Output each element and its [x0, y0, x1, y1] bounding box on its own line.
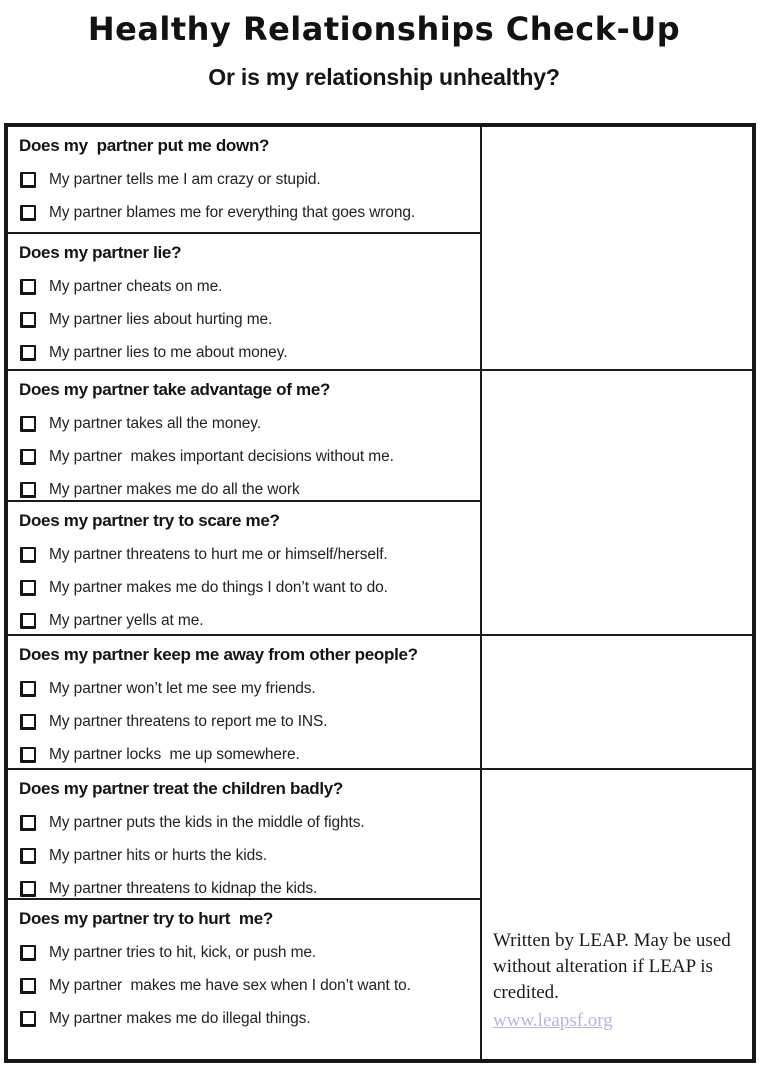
credit-link[interactable]: www.leapsf.org — [493, 1009, 613, 1031]
checklist-item-label: My partner threatens to hurt me or himself/herself. — [49, 545, 388, 563]
checkbox-icon[interactable] — [20, 1011, 36, 1027]
checklist-item-label: My partner puts the kids in the middle of fights. — [49, 813, 365, 831]
checklist-item-label: My partner yells at me. — [49, 611, 204, 629]
checkbox-icon[interactable] — [20, 881, 36, 897]
page-subtitle: Or is my relationship unhealthy? — [208, 64, 560, 90]
checklist-item — [8, 806, 480, 839]
checklist-item-label: My partner takes all the money. — [49, 414, 261, 432]
checkbox-icon[interactable] — [20, 681, 36, 697]
checklist-item-label: My partner makes me do illegal things. — [49, 1009, 311, 1027]
checklist-item — [8, 1002, 480, 1035]
checkbox-icon[interactable] — [20, 416, 36, 432]
section-question: Does my partner lie? — [19, 243, 182, 262]
checkbox-icon[interactable] — [20, 482, 36, 498]
checklist-item-label: My partner makes me do things I don’t want to do. — [49, 578, 388, 596]
checkbox-icon[interactable] — [20, 172, 36, 188]
checklist-item-label: My partner locks me up somewhere. — [49, 745, 300, 763]
checkbox-icon[interactable] — [20, 945, 36, 961]
checklist-item — [8, 604, 480, 636]
section-put-me-down — [8, 127, 482, 234]
answer-cell-2 — [482, 371, 752, 636]
checklist-item-label: My partner tries to hit, kick, or push me. — [49, 943, 317, 961]
checklist-item-label: My partner tells me I am crazy or stupid. — [49, 170, 321, 188]
section-hurt-me — [8, 900, 482, 1059]
checkbox-icon[interactable] — [20, 312, 36, 328]
section-question: Does my partner put me down? — [19, 136, 270, 155]
credit-block — [482, 770, 752, 1034]
checkbox-icon[interactable] — [20, 714, 36, 730]
checklist-item — [8, 936, 480, 969]
credit-text: Written by LEAP. May be used without alteration if LEAP is credited. — [493, 930, 736, 1004]
checklist-item-label: My partner threatens to report me to INS. — [49, 712, 328, 730]
section-question: Does my partner take advantage of me? — [19, 380, 331, 399]
checklist-item — [8, 303, 480, 336]
answer-cell-1 — [482, 127, 752, 371]
checklist-item — [8, 872, 480, 900]
checkbox-icon[interactable] — [20, 815, 36, 831]
checklist-item — [8, 738, 480, 770]
checkbox-icon[interactable] — [20, 279, 36, 295]
checklist-item-label: My partner cheats on me. — [49, 277, 223, 295]
checklist-item — [8, 440, 480, 473]
checkbox-icon[interactable] — [20, 345, 36, 361]
checklist-item — [8, 163, 480, 196]
checkbox-icon[interactable] — [20, 613, 36, 629]
checklist-item — [8, 270, 480, 303]
checklist-item — [8, 705, 480, 738]
section-question: Does my partner try to hurt me? — [19, 909, 273, 928]
checklist-item — [8, 407, 480, 440]
section-lie — [8, 234, 482, 371]
answer-cell-3 — [482, 636, 752, 770]
section-scare-me — [8, 502, 482, 636]
checklist-item-label: My partner makes me do all the work — [49, 480, 300, 498]
checklist-item-label: My partner makes important decisions without me. — [49, 447, 394, 465]
checklist-item-label: My partner won’t let me see my friends. — [49, 679, 316, 697]
section-question: Does my partner keep me away from other people? — [19, 645, 418, 664]
section-question: Does my partner treat the children badly? — [19, 779, 344, 798]
checklist-item-label: My partner blames me for everything that goes wrong. — [49, 203, 416, 221]
section-keep-away — [8, 636, 482, 770]
checklist-item — [8, 473, 480, 502]
checkbox-icon[interactable] — [20, 978, 36, 994]
checkbox-icon[interactable] — [20, 449, 36, 465]
checklist-item-label: My partner threatens to kidnap the kids. — [49, 879, 318, 897]
page-title: Healthy Relationships Check-Up — [87, 10, 681, 48]
section-question: Does my partner try to scare me? — [19, 511, 280, 530]
checklist-item — [8, 969, 480, 1002]
checklist-item — [8, 336, 480, 369]
checklist-item — [8, 672, 480, 705]
checkup-table — [4, 123, 756, 1063]
checkbox-icon[interactable] — [20, 747, 36, 763]
credit-cell — [482, 770, 752, 1059]
checklist-item-label: My partner makes me have sex when I don’t want to. — [49, 976, 411, 994]
checklist-item — [8, 538, 480, 571]
checklist-item-label: My partner lies about hurting me. — [49, 310, 273, 328]
checklist-item — [8, 571, 480, 604]
checkbox-icon[interactable] — [20, 547, 36, 563]
checklist-item-label: My partner hits or hurts the kids. — [49, 846, 267, 864]
checkbox-icon[interactable] — [20, 848, 36, 864]
section-children — [8, 770, 482, 900]
checklist-item-label: My partner lies to me about money. — [49, 343, 288, 361]
checkbox-icon[interactable] — [20, 205, 36, 221]
section-take-advantage — [8, 371, 482, 502]
checklist-item — [8, 196, 480, 229]
checklist-item — [8, 839, 480, 872]
checkbox-icon[interactable] — [20, 580, 36, 596]
